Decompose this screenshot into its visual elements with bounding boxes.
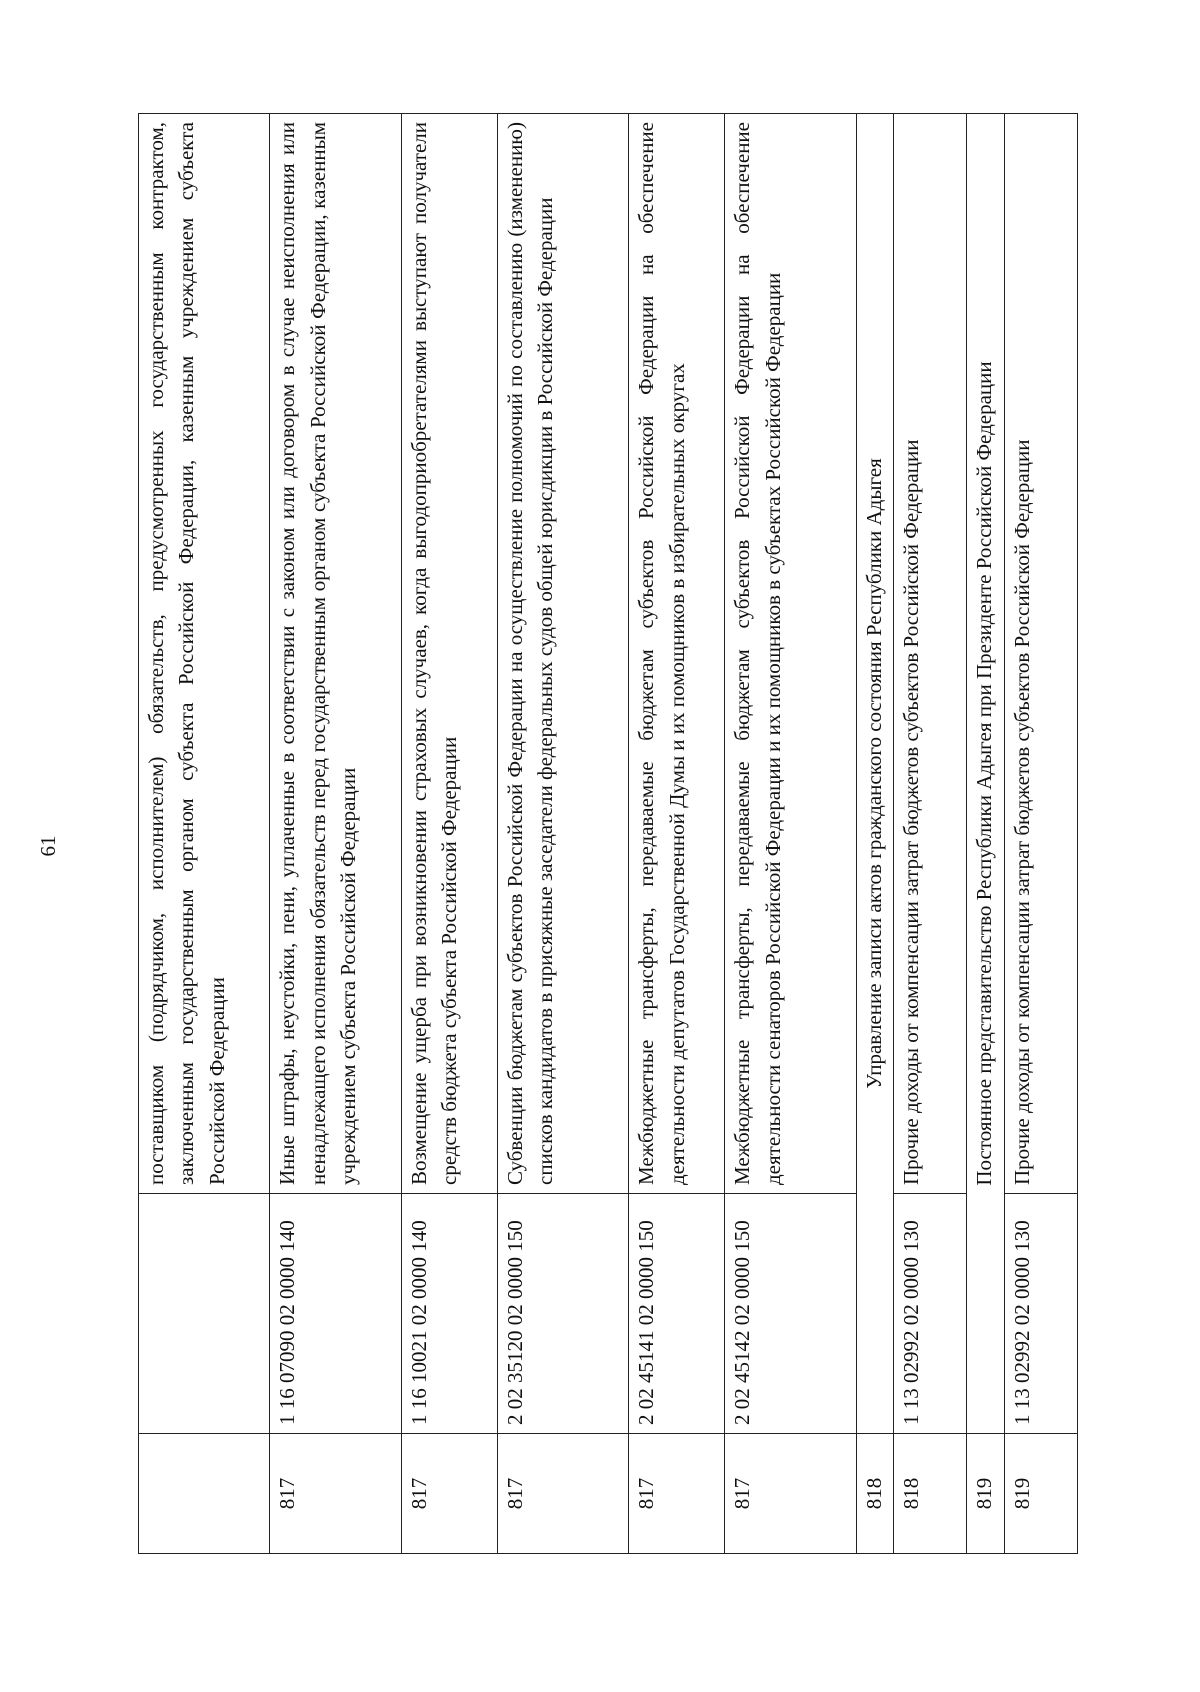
section-heading: Управление записи актов гражданского состояния Республики Адыгея xyxy=(856,114,894,1434)
table-row xyxy=(1004,114,1077,1554)
income-code-cell xyxy=(139,1194,270,1434)
income-description-cell: Прочие доходы от компенсации затрат бюджетов субъектов Российской Федерации xyxy=(1004,114,1077,1194)
admin-code-cell: 818 xyxy=(894,1434,967,1554)
admin-code-cell: 817 xyxy=(497,1434,628,1554)
table-row xyxy=(270,114,401,1554)
admin-code-cell: 817 xyxy=(725,1434,856,1554)
income-code-cell: 1 16 10021 02 0000 140 xyxy=(401,1194,497,1434)
income-code-cell: 2 02 45142 02 0000 150 xyxy=(725,1194,856,1434)
income-code-cell: 1 16 07090 02 0000 140 xyxy=(270,1194,401,1434)
section-row xyxy=(967,114,1005,1554)
admin-code-cell: 818 xyxy=(856,1434,894,1554)
table-row xyxy=(894,114,967,1554)
table-row xyxy=(497,114,628,1554)
table-row xyxy=(629,114,725,1554)
admin-code-cell: 817 xyxy=(270,1434,401,1554)
admin-code-cell: 819 xyxy=(1004,1434,1077,1554)
income-description-cell: Возмещение ущерба при возникновении страховых случаев, когда выгодоприобретателями выступают получатели средств бюджета субъекта Российской Федерации xyxy=(401,114,497,1194)
admin-code-cell: 817 xyxy=(629,1434,725,1554)
admin-code-cell xyxy=(139,1434,270,1554)
income-code-cell: 1 13 02992 02 0000 130 xyxy=(1004,1194,1077,1434)
income-description-cell: Прочие доходы от компенсации затрат бюджетов субъектов Российской Федерации xyxy=(894,114,967,1194)
income-description-cell: Иные штрафы, неустойки, пени, уплаченные в соответствии с законом или договором в случае неисполнения или ненадлежащего исполнения обязательств перед государственным органом субъекта Российской Федерации, казенным учреждением субъекта Российской Федерации xyxy=(270,114,401,1194)
admin-code-cell: 819 xyxy=(967,1434,1005,1554)
income-code-cell: 2 02 35120 02 0000 150 xyxy=(497,1194,628,1434)
income-description-cell: Межбюджетные трансферты, передаваемые бюджетам субъектов Российской Федерации на обеспечение деятельности сенаторов Российской Федерации и их помощников в субъектах Российской Федерации xyxy=(725,114,856,1194)
admin-code-cell: 817 xyxy=(401,1434,497,1554)
income-description-cell: поставщиком (подрядчиком, исполнителем) обязательств, предусмотренных государственным контрактом, заключенным государственным органом субъекта Российской Федерации, казенным учреждением субъекта Российской Федерации xyxy=(139,114,270,1194)
table-row xyxy=(401,114,497,1554)
table-row xyxy=(725,114,856,1554)
budget-codes-table xyxy=(138,113,1078,1554)
income-description-cell: Межбюджетные трансферты, передаваемые бюджетам субъектов Российской Федерации на обеспечение деятельности депутатов Государственной Думы и их помощников в избирательных округах xyxy=(629,114,725,1194)
income-code-cell: 1 13 02992 02 0000 130 xyxy=(894,1194,967,1434)
rotated-page xyxy=(138,114,1078,1554)
income-code-cell: 2 02 45141 02 0000 150 xyxy=(629,1194,725,1434)
income-description-cell: Субвенции бюджетам субъектов Российской Федерации на осуществление полномочий по составлению (изменению) списков кандидатов в присяжные заседатели федеральных судов общей юрисдикции в Российской Федерации xyxy=(497,114,628,1194)
section-row xyxy=(856,114,894,1554)
section-heading: Постоянное представительство Республики Адыгея при Президенте Российской Федерации xyxy=(967,114,1005,1434)
page-number: 61 xyxy=(36,835,60,857)
table-row xyxy=(139,114,270,1554)
